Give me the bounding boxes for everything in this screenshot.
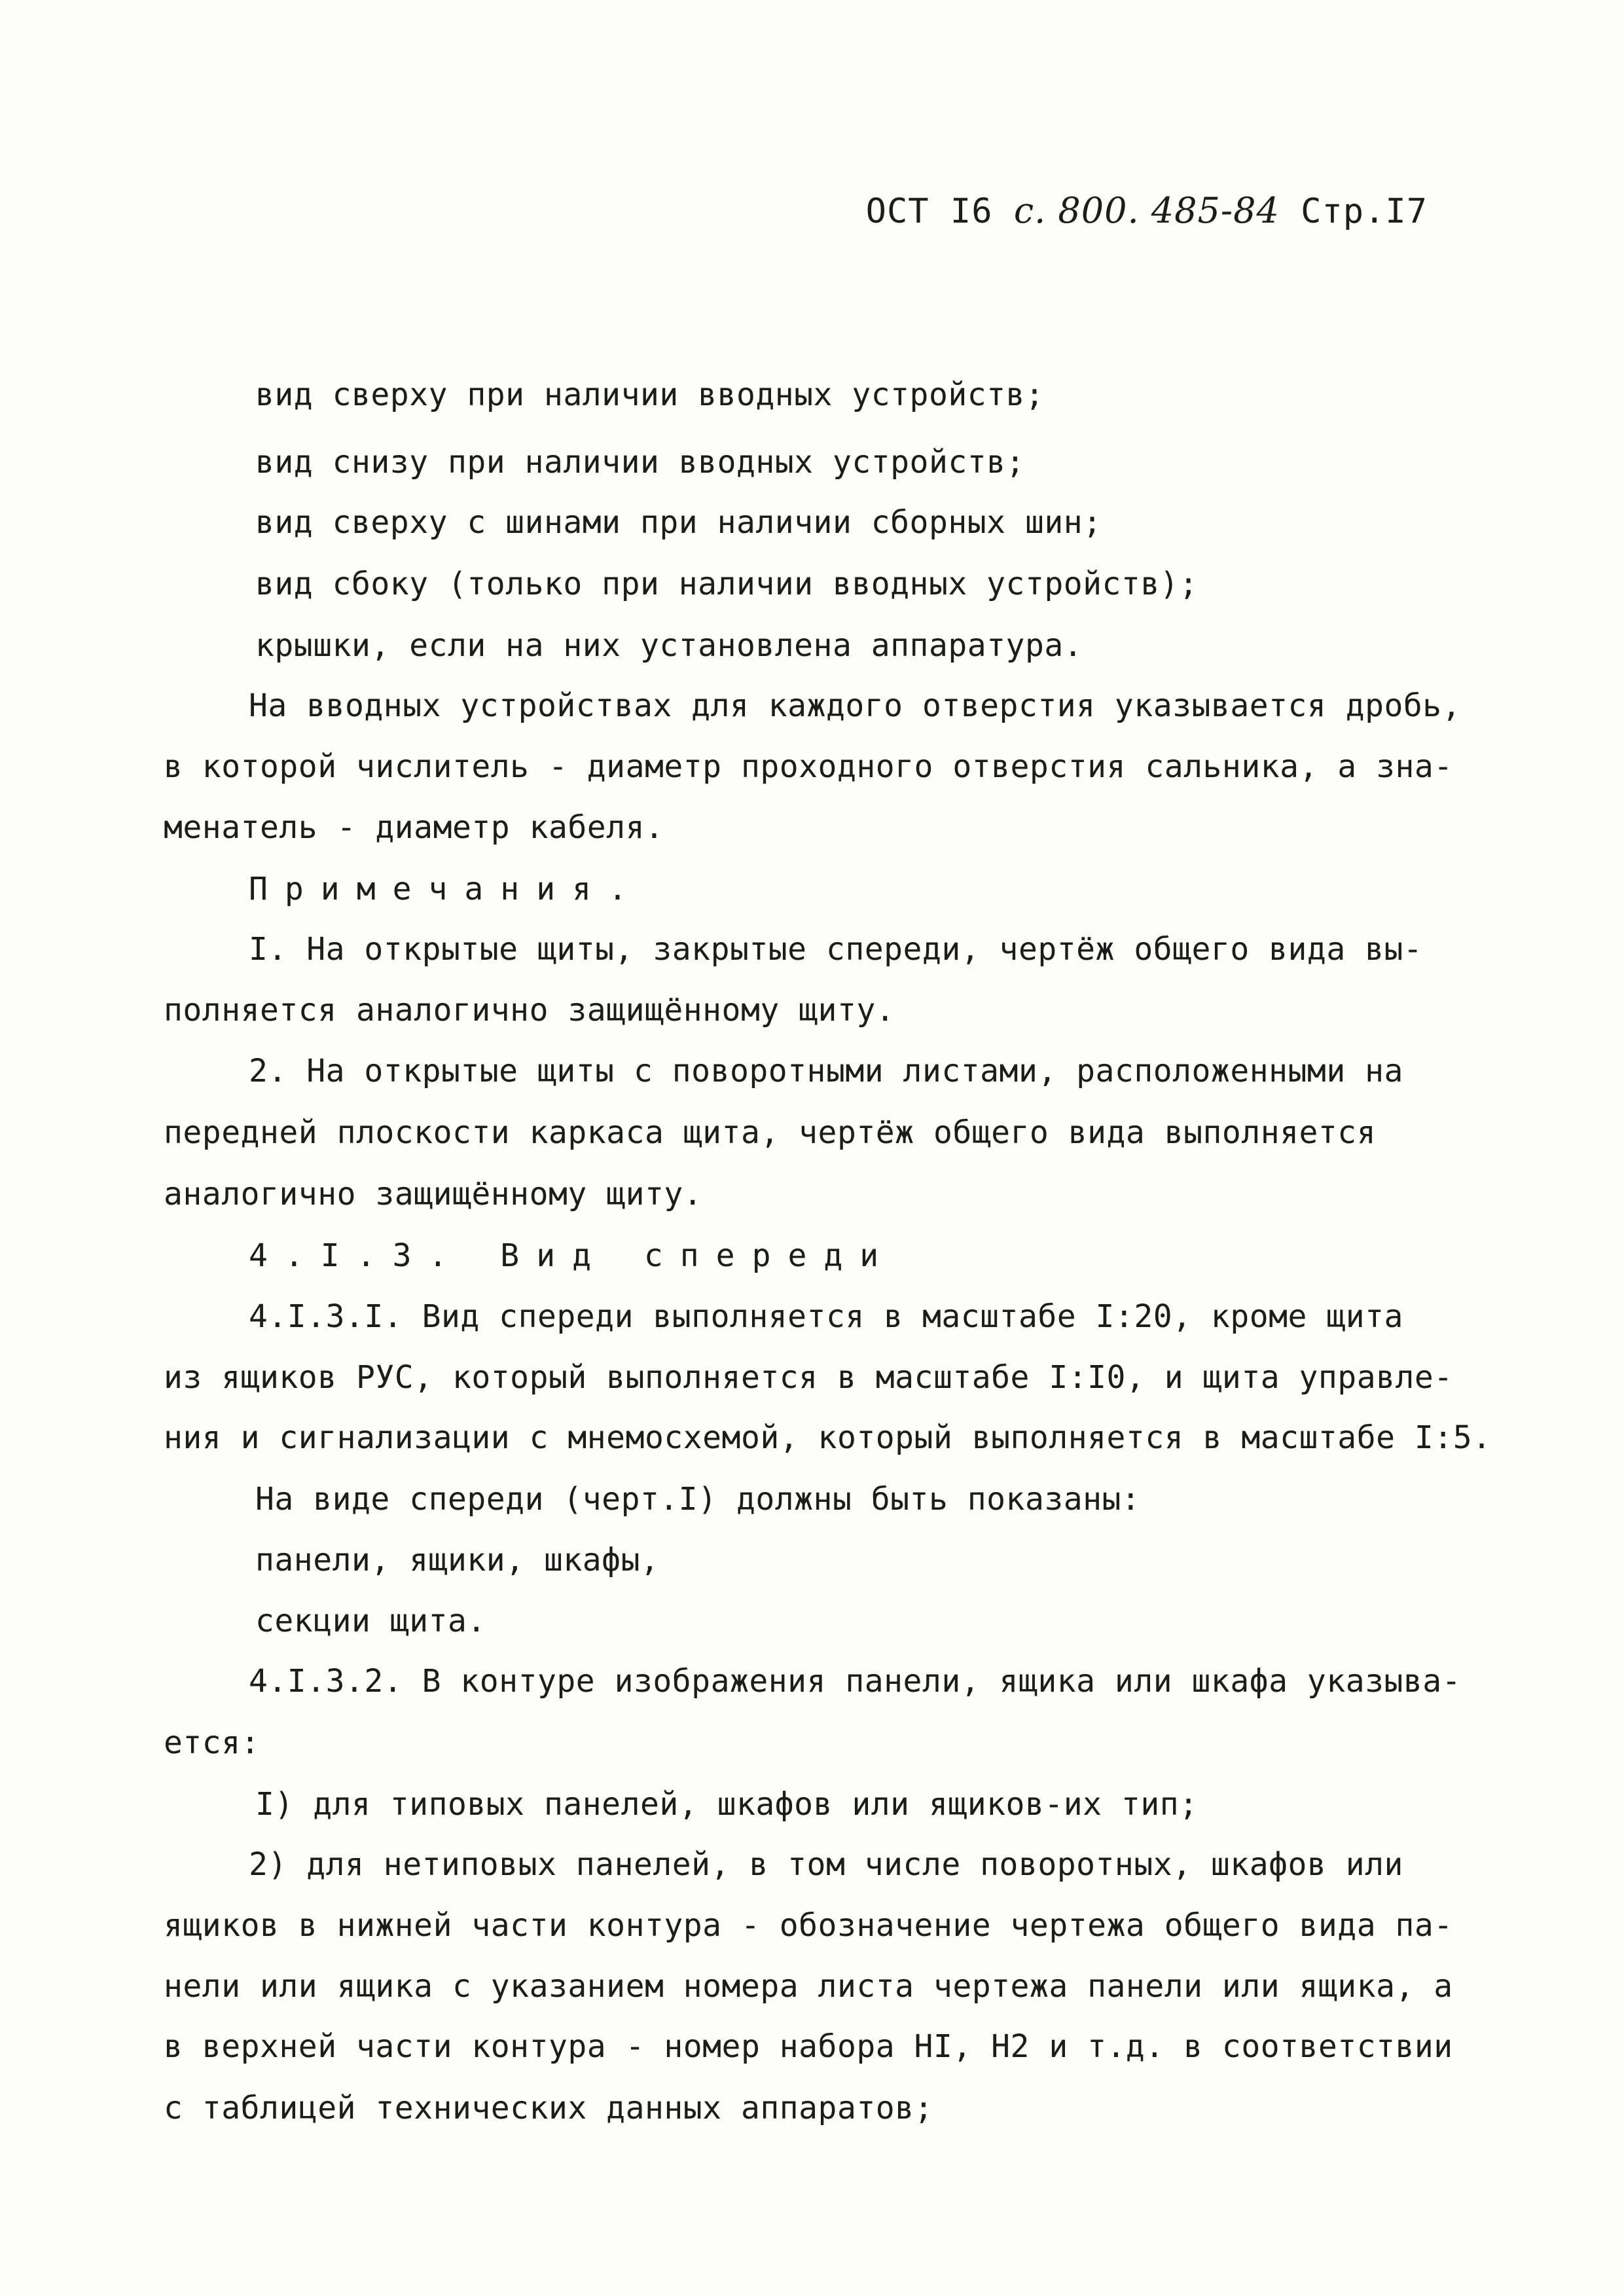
standard-code: ОСТ I6 [865,192,993,231]
text-line: менатель - диаметр кабеля. [164,809,664,846]
text-line: 2. На открытые щиты с поворотными листами, расположенными на [249,1053,1403,1089]
text-line: 4.I.3.I. Вид спереди выполняется в масштабе I:20, кроме щита [249,1298,1403,1335]
section-heading: 4.I.3. Вид спереди [249,1237,896,1274]
text-line: с таблицей технических данных аппаратов; [164,2090,933,2126]
text-line: в верхней части контура - номер набора НI, Н2 и т.д. в соответствии [164,2028,1453,2065]
text-line: I. На открытые щиты, закрытые спереди, чертёж общего вида вы- [249,931,1423,968]
text-line: На виде спереди (черт.I) должны быть показаны: [255,1481,1141,1518]
text-line: ется: [164,1724,260,1761]
text-line: в которой числитель - диаметр проходного отверстия сальника, а зна- [164,748,1453,785]
text-line: передней плоскости каркаса щита, чертёж общего вида выполняется [164,1114,1377,1151]
text-line: вид сверху с шинами при наличии сборных шин; [255,504,1102,541]
text-line: вид снизу при наличии вводных устройств; [255,444,1025,481]
text-line: секции щита. [255,1603,486,1639]
text-line: ящиков в нижней части контура - обозначение чертежа общего вида па- [164,1907,1453,1944]
text-line: панели, ящики, шкафы, [255,1542,660,1578]
notes-heading: Примечания. [249,871,644,907]
handwritten-code: с. 800. 485-84 [1013,190,1280,231]
text-line: ния и сигнализации с мнемосхемой, который выполняется в масштабе I:5. [164,1419,1492,1456]
page-number: Стр.I7 [1301,192,1428,231]
text-line: вид сбоку (только при наличии вводных устройств); [255,566,1199,602]
text-line: I) для типовых панелей, шкафов или ящиков-их тип; [255,1786,1199,1823]
text-line: нели или ящика с указанием номера листа чертежа панели или ящика, а [164,1968,1453,2005]
text-line: 2) для нетиповых панелей, в том числе поворотных, шкафов или [249,1846,1403,1883]
text-line: 4.I.3.2. В контуре изображения панели, ящика или шкафа указыва- [249,1663,1462,1700]
text-line: крышки, если на них установлена аппаратура. [255,627,1083,664]
text-line: полняется аналогично защищённому щиту. [164,992,895,1029]
text-line: из ящиков РУС, который выполняется в масштабе I:I0, и щита управле- [164,1359,1453,1396]
text-line: На вводных устройствах для каждого отверстия указывается дробь, [249,687,1462,724]
text-line: вид сверху при наличии вводных устройств; [255,376,1045,413]
text-line: аналогично защищённому щиту. [164,1176,703,1212]
page-header [866,190,1428,231]
